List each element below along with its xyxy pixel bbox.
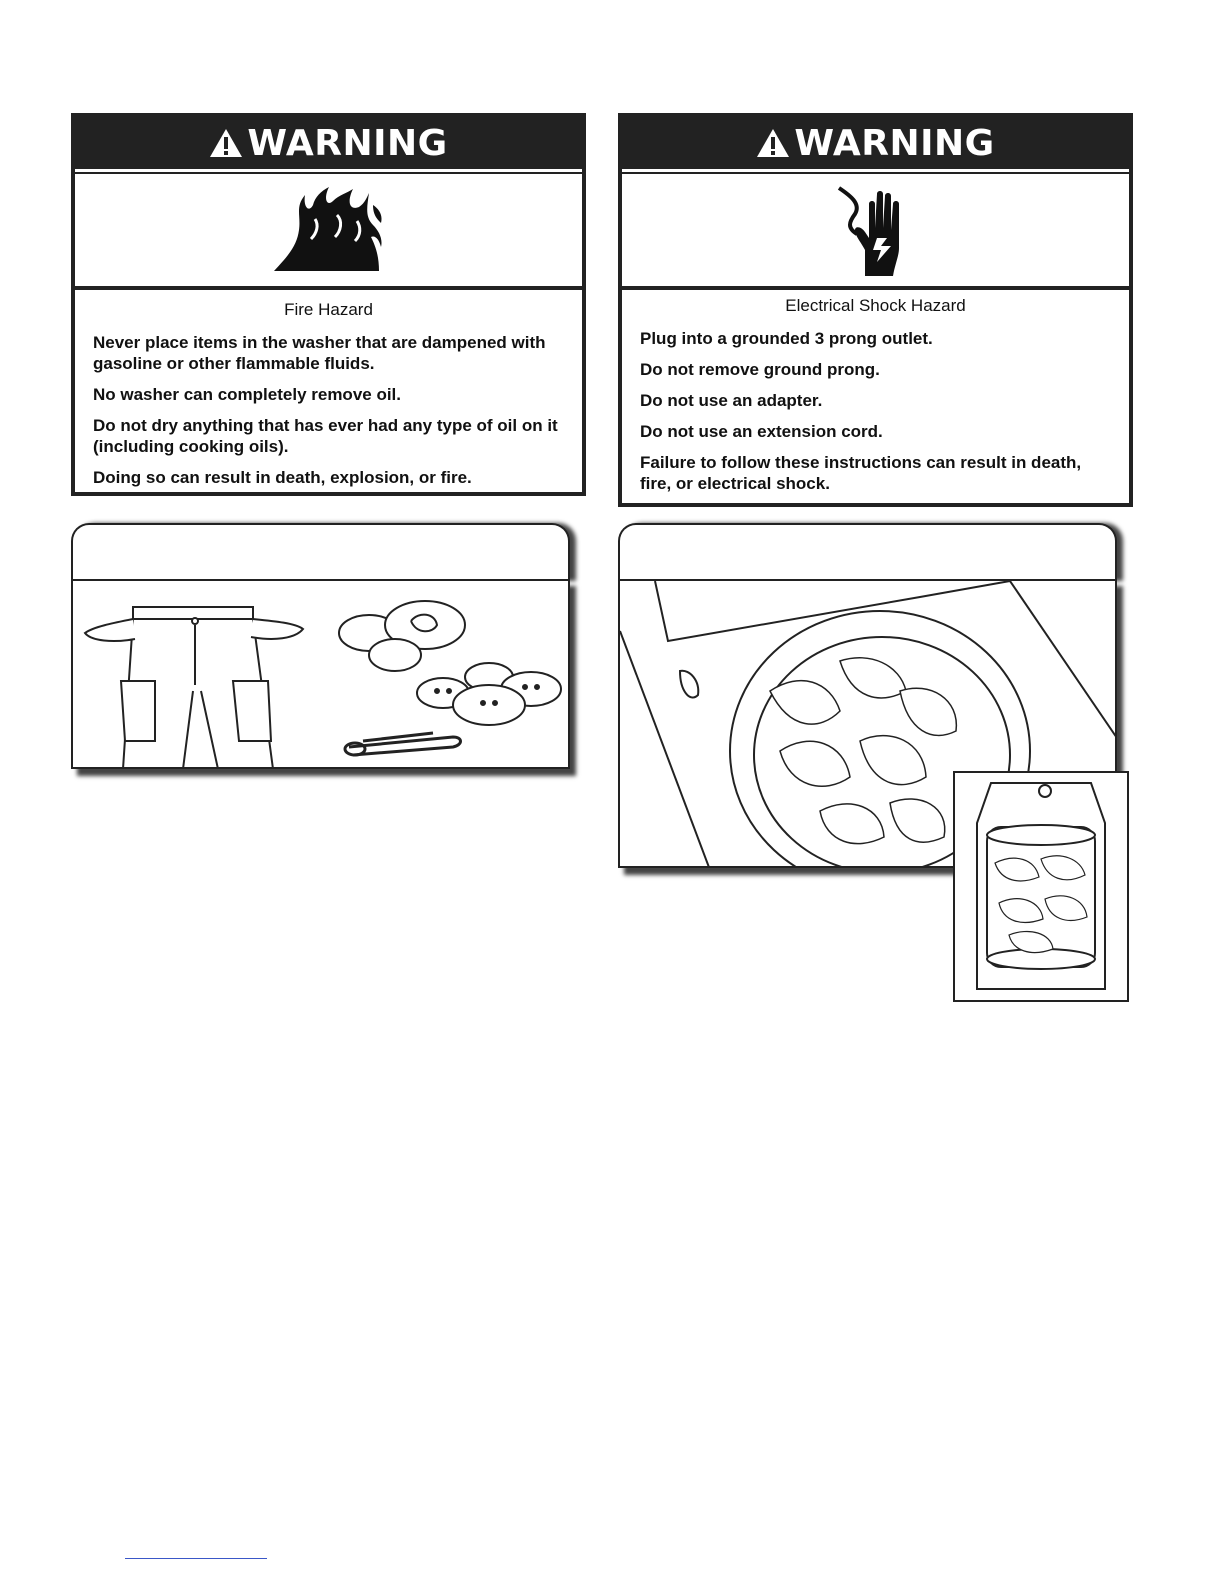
warning-header bbox=[622, 117, 1129, 172]
warning-line: Doing so can result in death, explosion, or fire. bbox=[93, 468, 472, 487]
warning-line: Do not use an adapter. bbox=[640, 391, 823, 410]
hazard-title: Electrical Shock Hazard bbox=[785, 296, 966, 315]
fire-icon bbox=[269, 185, 389, 275]
pockets-illustration bbox=[73, 581, 570, 769]
footer-rule bbox=[125, 1558, 267, 1559]
warning-line: Do not remove ground prong. bbox=[640, 360, 880, 379]
washer-basket-side-view-illustration bbox=[953, 771, 1129, 1002]
fire-warning-box bbox=[71, 113, 586, 496]
pants-coins-buttons-pins-illustration bbox=[71, 579, 570, 769]
shock-symbol-area bbox=[622, 172, 1129, 290]
warning-body bbox=[622, 290, 1129, 494]
warning-triangle-icon bbox=[209, 128, 243, 158]
warning-line: Do not use an extension cord. bbox=[640, 422, 883, 441]
washer-basket-icon bbox=[955, 773, 1127, 1000]
warning-triangle-icon bbox=[756, 128, 790, 158]
fire-symbol-area bbox=[75, 172, 582, 290]
warning-line: Plug into a grounded 3 prong outlet. bbox=[640, 329, 933, 348]
warning-header-text: WARNING bbox=[794, 122, 995, 164]
warning-header-text: WARNING bbox=[247, 122, 448, 164]
electric-shock-hand-icon bbox=[821, 180, 931, 280]
warning-line: Do not dry anything that has ever had any type of oil on it (including cooking oils). bbox=[93, 416, 558, 456]
warning-line: No washer can completely remove oil. bbox=[93, 385, 402, 404]
warning-line: Never place items in the washer that are dampened with gasoline or other flammable fluids. bbox=[93, 333, 546, 373]
warning-line: Failure to follow these instructions can result in death, fire, or electrical shock. bbox=[640, 453, 1082, 493]
illustration-tab bbox=[618, 523, 1117, 581]
hazard-title: Fire Hazard bbox=[284, 300, 373, 319]
shock-warning-box bbox=[618, 113, 1133, 507]
illustration-tab bbox=[71, 523, 570, 581]
warning-header bbox=[75, 117, 582, 172]
warning-body bbox=[75, 290, 582, 488]
